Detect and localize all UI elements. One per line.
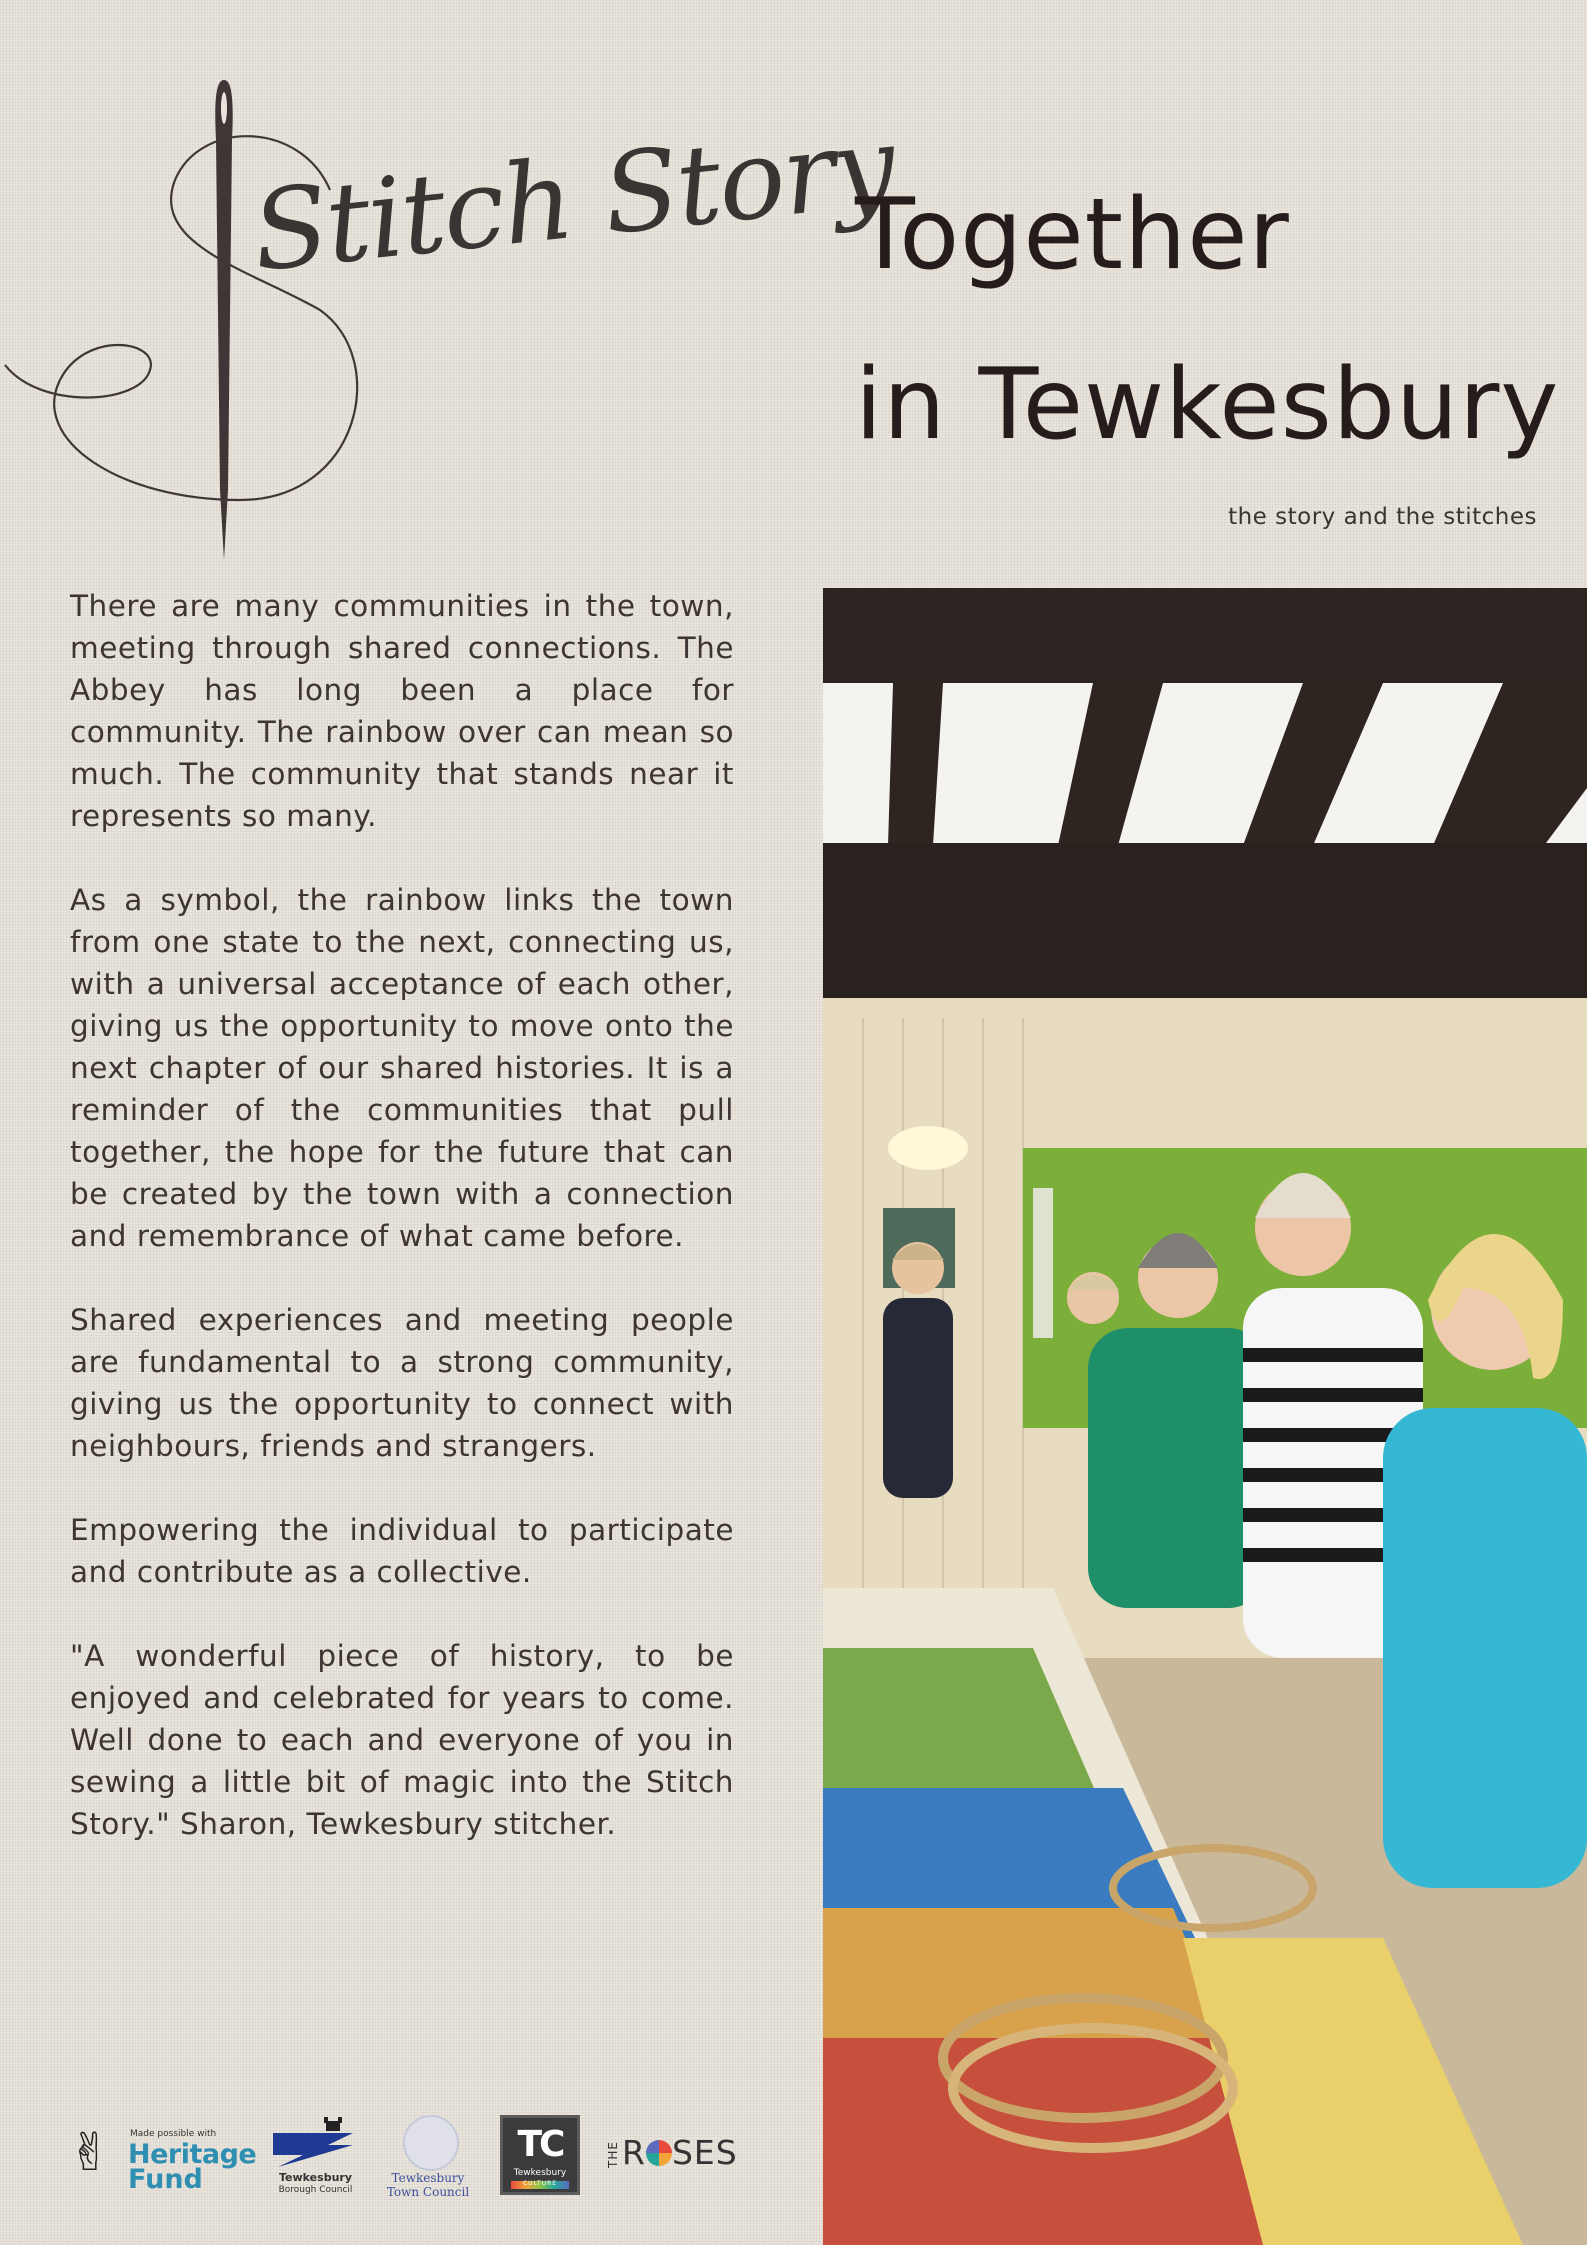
heritage-fund-logo	[68, 2115, 257, 2195]
the-roses-logo	[606, 2133, 756, 2177]
stitch-story-logo	[0, 60, 900, 580]
paragraph: Shared experiences and meeting people are fundamental to a strong community, giving us the opportunity to connect with neighbours, friends and strangers.	[70, 1303, 734, 1463]
borough-name-1: Tewkesbury	[279, 2171, 352, 2184]
paragraph: As a symbol, the rainbow links the town from one state to the next, connecting us, with a universal acceptance of each other, giving us the opportunity to move onto the next chapter of our shared histories. It is a reminder of the communities that pull together, the hope for the future that can be created by the town with a connection and remembrance of what came before.	[70, 883, 734, 1253]
town-council-logo	[383, 2115, 473, 2199]
heritage-name-2: Fund	[128, 2164, 203, 2195]
logo-title: Stitch Story	[246, 101, 900, 296]
heritage-made-text: Made possible with	[130, 2129, 217, 2139]
paragraph: Empowering the individual to participate and contribute as a collective.	[70, 1513, 734, 1589]
body-text	[70, 585, 734, 1887]
town-name-1: Tewkesbury	[391, 2171, 465, 2185]
roses-the: THE	[606, 2141, 620, 2168]
culture-name-1: Tewkesbury	[513, 2168, 567, 2178]
abbey-icon	[268, 2115, 363, 2171]
roses-rest: SES	[671, 2133, 738, 2172]
title-line-1: Together	[855, 178, 1290, 292]
borough-name-2: Borough Council	[278, 2185, 353, 2195]
tewkesbury-culture-logo	[500, 2115, 580, 2195]
roses-r: R	[622, 2133, 646, 2172]
heritage-name-1: Heritage	[128, 2139, 257, 2170]
rainbow-circle-icon	[646, 2140, 672, 2166]
borough-council-logo	[268, 2115, 363, 2195]
stitchers-photo	[823, 588, 1587, 2245]
culture-name-2: CULTURE	[522, 2180, 558, 2187]
paragraph: There are many communities in the town, meeting through shared connections. The Abbey has long been a place for community. The rainbow over can mean so much. The community that stands near it represents so many.	[70, 589, 734, 833]
page-subtitle: the story and the stitches	[1228, 504, 1537, 530]
town-name-2: Town Council	[386, 2185, 470, 2199]
page-title	[855, 150, 1559, 490]
culture-mark: TC	[517, 2124, 563, 2165]
hand-icon: ✌	[68, 2123, 112, 2183]
quote-paragraph: "A wonderful piece of history, to be enjoyed and celebrated for years to come. Well done to each and everyone of you in sewing a little bit of magic into the Stitch Story." Sharon, Tewkesbury stitcher.	[70, 1639, 734, 1841]
crest-icon	[403, 2115, 459, 2171]
sponsor-logos	[68, 2115, 758, 2199]
title-line-2: in Tewkesbury	[855, 348, 1560, 462]
